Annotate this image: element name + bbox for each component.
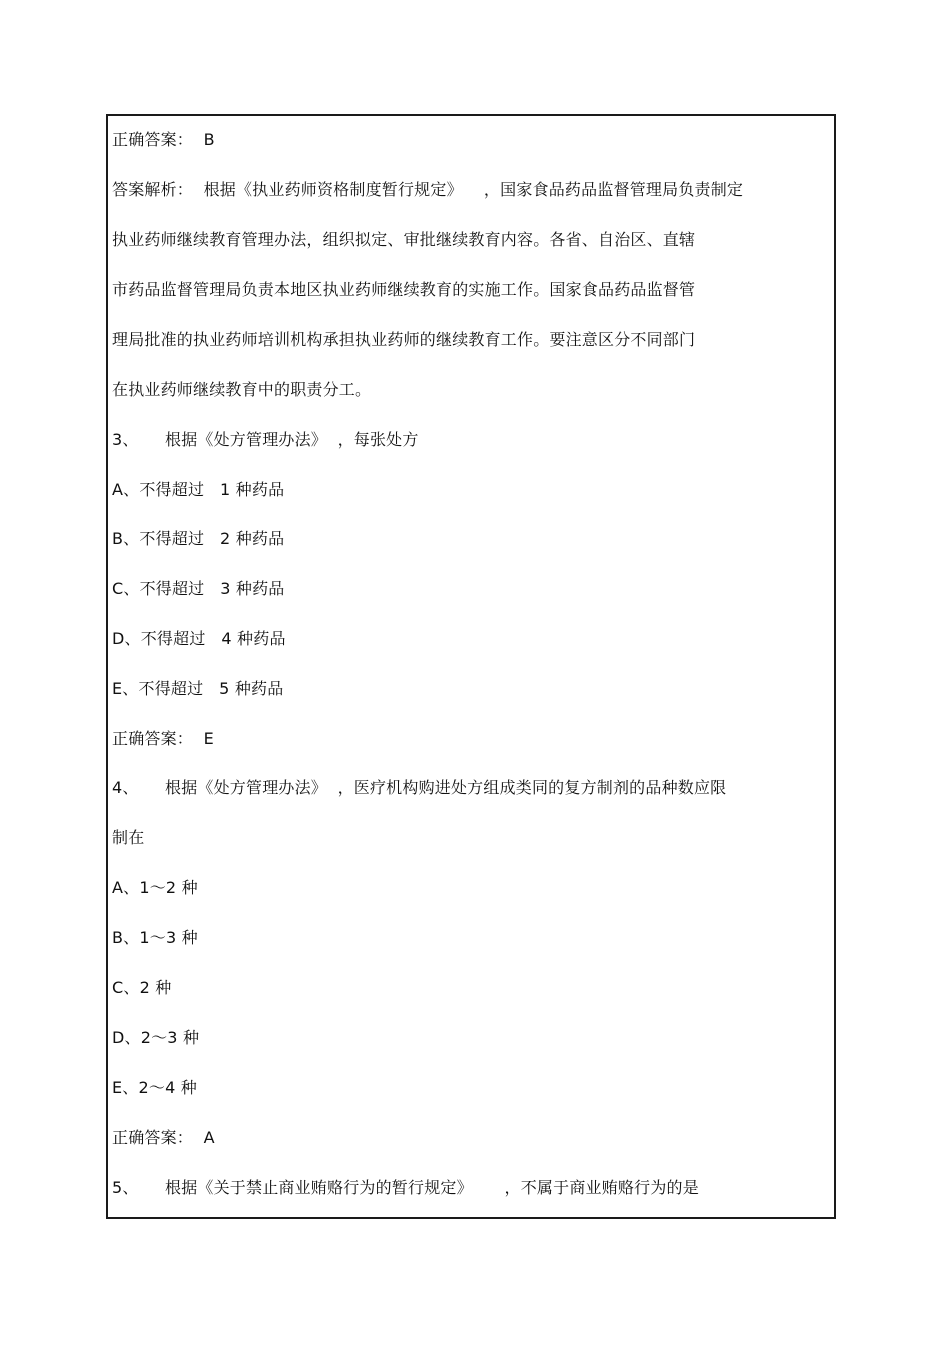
explanation-line-1: 答案解析： 根据《执业药师资格制度暂行规定》 ，国家食品药品监督管理局负责制定 bbox=[112, 180, 744, 199]
question-5-stem: 5、 根据《关于禁止商业贿赂行为的暂行规定》 ，不属于商业贿赂行为的是 bbox=[112, 1178, 699, 1197]
answer-line-q4: 正确答案： A bbox=[112, 1128, 215, 1147]
question-4-option-b: B、1～3 种 bbox=[112, 928, 198, 947]
explanation-line-4: 理局批准的执业药师培训机构承担执业药师的继续教育工作。要注意区分不同部门 bbox=[112, 330, 696, 349]
explanation-line-3: 市药品监督管理局负责本地区执业药师继续教育的实施工作。国家食品药品监督管 bbox=[112, 280, 696, 299]
answer-line-q2: 正确答案： B bbox=[112, 130, 215, 149]
question-4-stem: 4、 根据《处方管理办法》 ，医疗机构购进处方组成类同的复方制剂的品种数应限 bbox=[112, 778, 727, 797]
question-3-stem: 3、 根据《处方管理办法》 ，每张处方 bbox=[112, 430, 419, 449]
answer-line-q3: 正确答案： E bbox=[112, 729, 214, 748]
question-4-option-a: A、1～2 种 bbox=[112, 878, 198, 897]
explanation-line-5: 在执业药师继续教育中的职责分工。 bbox=[112, 380, 372, 399]
explanation-line-2: 执业药师继续教育管理办法，组织拟定、审批继续教育内容。各省、自治区、直辖 bbox=[112, 230, 696, 249]
question-4-option-c: C、2 种 bbox=[112, 978, 172, 997]
question-3-option-c: C、不得超过 3 种药品 bbox=[112, 579, 285, 598]
question-3-option-a: A、不得超过 1 种药品 bbox=[112, 480, 285, 499]
question-3-option-b: B、不得超过 2 种药品 bbox=[112, 529, 285, 548]
question-4-stem-cont: 制在 bbox=[112, 828, 145, 847]
question-3-option-d: D、不得超过 4 种药品 bbox=[112, 629, 286, 648]
question-3-option-e: E、不得超过 5 种药品 bbox=[112, 679, 284, 698]
question-4-option-e: E、2～4 种 bbox=[112, 1078, 197, 1097]
question-4-option-d: D、2～3 种 bbox=[112, 1028, 200, 1047]
